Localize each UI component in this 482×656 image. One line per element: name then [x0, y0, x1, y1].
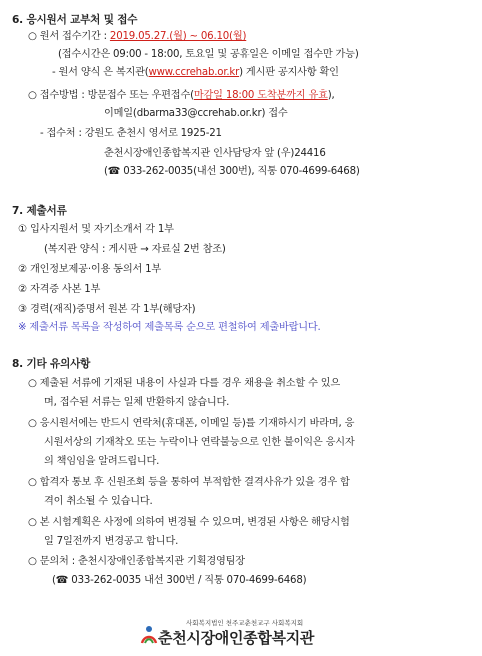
doc-item-2: ② 개인정보제공·이용 동의서 1부 [18, 264, 162, 275]
form-download-note [52, 65, 339, 81]
org-logo-icon [140, 625, 158, 645]
reception-phone: (☎ 033-262-0035(내선 300번), 직통 070-4699-6468) [104, 166, 360, 177]
reception-hours: (접수시간은 09:00 - 18:00, 토요일 및 공휴일은 이메일 접수만 가능) [58, 49, 359, 60]
section6-title: 6. 응시원서 교부처 및 접수 [12, 14, 138, 26]
application-method-suffix: ), [327, 90, 335, 101]
footer-logo [0, 618, 482, 652]
application-method [28, 88, 335, 104]
reception-recipient: 춘천시장애인종합복지관 인사담당자 앞 (우)24416 [104, 148, 326, 159]
notice-2-line1: ○ 응시원서에는 반드시 연락처(휴대폰, 이메일 등)를 기재하시기 바라며, 응 [28, 418, 355, 429]
footer-org-parent: 사회복지법인 천주교춘천교구 사회복지회 [186, 619, 304, 627]
doc-item-3: ② 자격증 사본 1부 [18, 284, 101, 295]
notice-3-line1: ○ 합격자 통보 후 신원조회 등을 통하여 부적합한 결격사유가 있을 경우 합 [28, 477, 350, 488]
doc-note: ※ 제출서류 목록을 작성하여 제출목록 순으로 편철하여 제출바랍니다. [18, 322, 321, 333]
notice-5-phone: (☎ 033-262-0035 내선 300번 / 직통 070-4699-6468) [52, 575, 307, 586]
doc-item-1-note: (복지관 양식 : 게시판 → 자료실 2번 참조) [44, 244, 226, 255]
website-link[interactable]: www.ccrehab.or.kr [148, 67, 240, 78]
section8-title: 8. 기타 유의사항 [12, 358, 91, 370]
doc-item-1: ① 입사지원서 및 자기소개서 각 1부 [18, 224, 174, 235]
doc-item-4: ③ 경력(재직)증명서 원본 각 1부(해당자) [18, 304, 196, 315]
notice-2-line2: 시원서상의 기재착오 또는 누락이나 연락불능으로 인한 불이익은 응시자 [44, 437, 355, 448]
notice-3-line2: 격이 취소될 수 있습니다. [44, 496, 153, 507]
notice-5-contact: ○ 문의처 : 춘천시장애인종합복지관 기획경영팀장 [28, 556, 245, 567]
footer-org-name: 춘천시장애인종합복지관 [158, 629, 315, 647]
application-method-label: ○ 접수방법 : 방문접수 또는 우편접수( [28, 90, 194, 101]
notice-1-line2: 며, 접수된 서류는 일체 반환하지 않습니다. [44, 397, 230, 408]
form-download-suffix: ) 게시판 공지사항 확인 [239, 67, 339, 78]
email-application: 이메일(dbarma33@ccrehab.or.kr) 접수 [104, 108, 288, 119]
form-download-prefix: - 원서 양식 은 복지관( [52, 67, 149, 78]
notice-1-line1: ○ 제출된 서류에 기재된 내용이 사실과 다를 경우 채용을 취소할 수 있으 [28, 378, 341, 389]
notice-4-line1: ○ 본 시험계획은 사정에 의하여 변경될 수 있으며, 변경된 사항은 해당시험 [28, 517, 350, 528]
application-period-label: ○ 원서 접수기간 : [28, 31, 110, 42]
deadline-note: 마감일 18:00 도착분까지 유효 [193, 90, 328, 101]
notice-4-line2: 일 7일전까지 변경공고 합니다. [44, 536, 179, 547]
reception-address: - 접수처 : 강원도 춘천시 영서로 1925-21 [40, 128, 222, 139]
application-period-date: 2019.05.27.(월) ~ 06.10(월) [109, 31, 247, 42]
section7-title: 7. 제출서류 [12, 205, 67, 217]
application-period [28, 29, 246, 45]
notice-2-line3: 의 책임임을 알려드립니다. [44, 456, 160, 467]
